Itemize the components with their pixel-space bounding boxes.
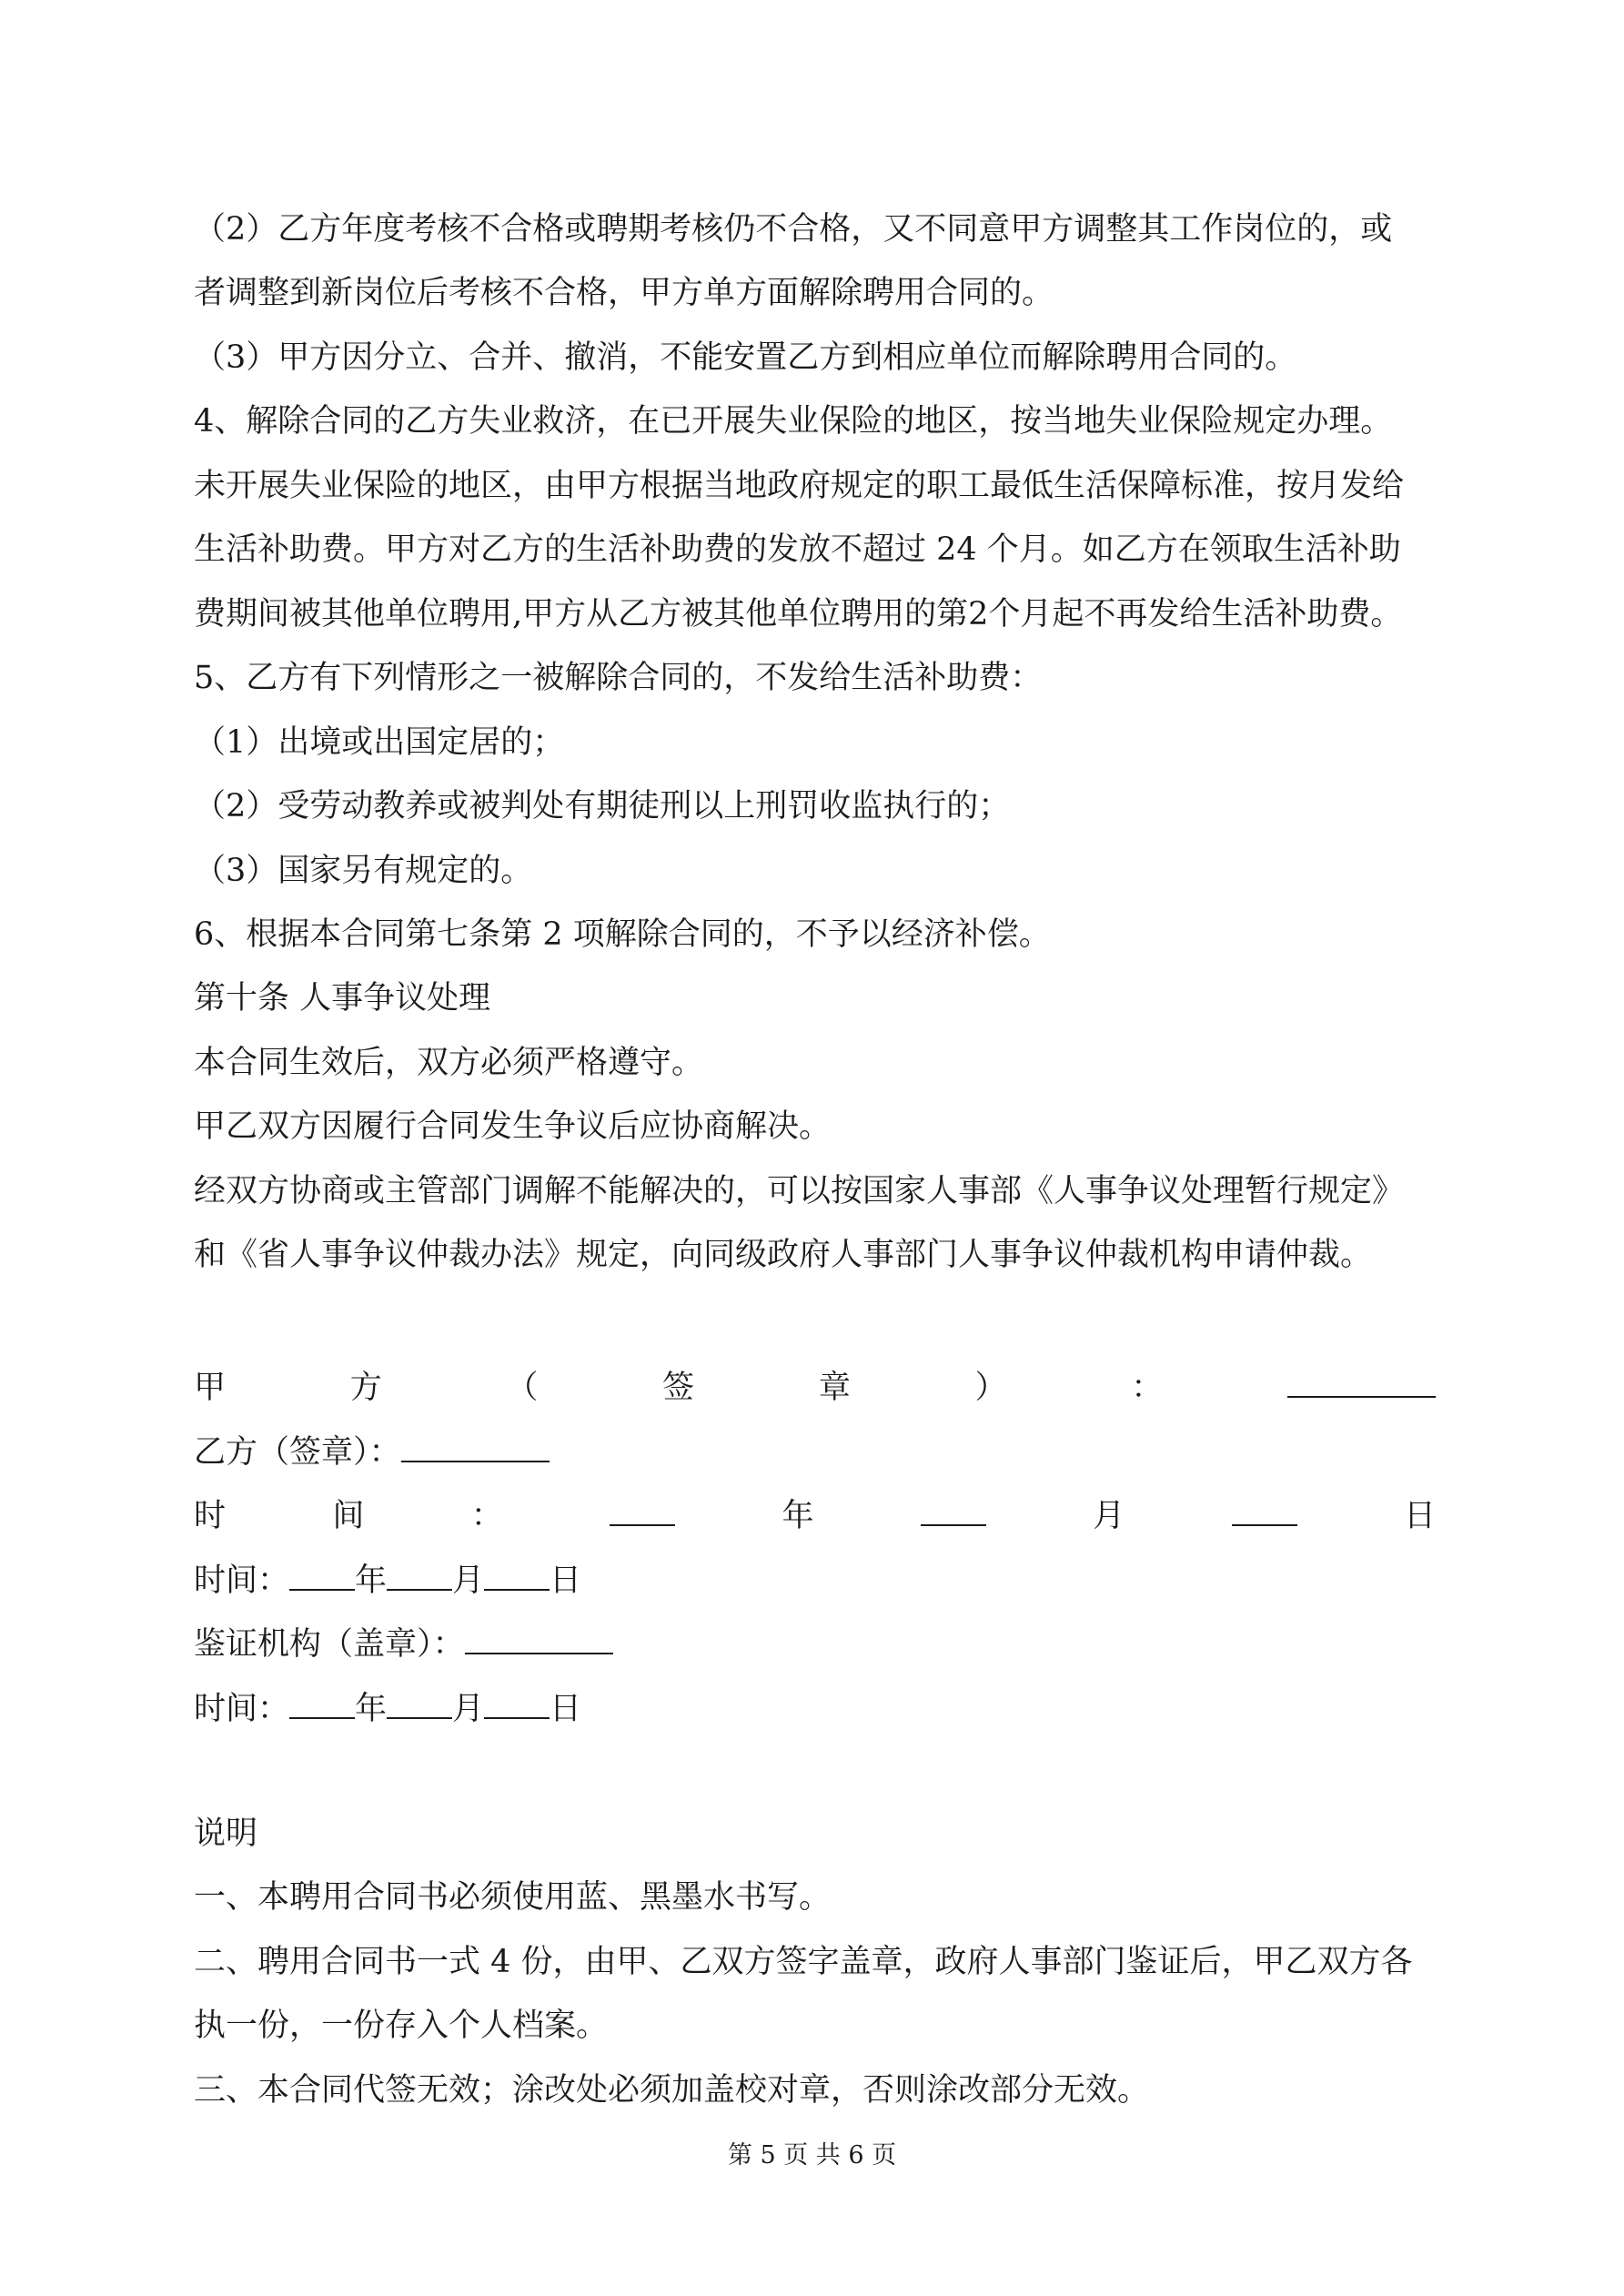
month-label: 月 <box>1093 1498 1125 1534</box>
party-b-signature-blank[interactable] <box>401 1428 550 1462</box>
month-label: 月 <box>452 1691 485 1727</box>
clause-text-line: （2）受劳动教养或被判处有期徒刑以上刑罚收监执行的； <box>194 788 1011 824</box>
clause-text-line: 甲乙双方因履行合同发生争议后应协商解决。 <box>194 1108 832 1145</box>
label-char: 方 <box>349 1370 382 1406</box>
note-item: 二、聘用合同书一式 4 份，由甲、乙双方签字盖章，政府人事部门鉴证后，甲乙双方各 <box>194 1944 1413 1980</box>
label-char: 间 <box>332 1498 365 1534</box>
month-blank[interactable] <box>387 1684 452 1719</box>
verification-date-line <box>194 1684 1436 1730</box>
year-blank[interactable] <box>289 1556 355 1591</box>
page-number: 第 5 页 共 6 页 <box>727 2141 897 2170</box>
day-label: 日 <box>550 1691 582 1727</box>
clause-text-line: 未开展失业保险的地区，由甲方根据当地政府规定的职工最低生活保障标准，按月发给 <box>194 468 1405 504</box>
verification-seal-line <box>194 1620 1436 1665</box>
day-label: 日 <box>550 1563 582 1599</box>
month-blank[interactable] <box>387 1556 452 1591</box>
label-char: ： <box>1131 1370 1164 1406</box>
party-b-label: 乙方（签章）： <box>194 1434 401 1471</box>
date-label: 时间： <box>194 1691 290 1727</box>
clause-text-line: 费期间被其他单位聘用,甲方从乙方被其他单位聘用的第2个月起不再发给生活补助费。 <box>194 596 1403 632</box>
date-label: 时间： <box>194 1563 290 1599</box>
day-blank[interactable] <box>484 1684 550 1719</box>
clause-text-line: 经双方协商或主管部门调解不能解决的，可以按国家人事部《人事争议处理暂行规定》 <box>194 1173 1405 1209</box>
label-char: ） <box>974 1370 1007 1406</box>
party-a-signature-blank[interactable] <box>1287 1363 1436 1398</box>
clause-text-line: 本合同生效后，双方必须严格遵守。 <box>194 1045 704 1081</box>
party-a-signature-line <box>194 1363 1436 1409</box>
day-label: 日 <box>1403 1498 1436 1534</box>
clause-text-line: 5、乙方有下列情形之一被解除合同的，不发给生活补助费： <box>194 660 1043 696</box>
year-label: 年 <box>355 1563 388 1599</box>
notes-title: 说明 <box>194 1816 258 1852</box>
year-label: 年 <box>355 1691 388 1727</box>
signing-date-line <box>194 1556 1436 1602</box>
note-item: 三、本合同代签无效；涂改处必须加盖校对章，否则涂改部分无效。 <box>194 2072 1150 2109</box>
verification-label: 鉴证机构（盖章）： <box>194 1626 465 1663</box>
verification-seal-blank[interactable] <box>465 1620 613 1654</box>
label-char: ： <box>470 1498 503 1534</box>
label-char: 章 <box>818 1370 851 1406</box>
clause-text-line: （3）甲方因分立、合并、撤消，不能安置乙方到相应单位而解除聘用合同的。 <box>194 339 1297 376</box>
label-char: 甲 <box>194 1370 227 1406</box>
note-item: 一、本聘用合同书必须使用蓝、黑墨水书写。 <box>194 1879 832 1916</box>
clause-text-line: （2）乙方年度考核不合格或聘期考核仍不合格，又不同意甲方调整其工作岗位的，或 <box>194 211 1393 248</box>
clause-text-line: （3）国家另有规定的。 <box>194 853 533 889</box>
clause-text-line: 6、根据本合同第七条第 2 项解除合同的，不予以经济补偿。 <box>194 916 1051 953</box>
day-blank[interactable] <box>484 1556 550 1591</box>
year-blank[interactable] <box>610 1492 675 1526</box>
clause-text-line: 生活补助费。甲方对乙方的生活补助费的发放不超过 24 个月。如乙方在领取生活补助 <box>194 531 1401 568</box>
clause-text-line: 和《省人事争议仲裁办法》规定，向同级政府人事部门人事争议仲裁机构申请仲裁。 <box>194 1237 1373 1273</box>
section-heading: 第十条 人事争议处理 <box>194 980 491 1017</box>
clause-text-line: 4、解除合同的乙方失业救济，在已开展失业保险的地区，按当地失业保险规定办理。 <box>194 403 1393 440</box>
year-label: 年 <box>782 1498 814 1534</box>
label-char: 签 <box>662 1370 695 1406</box>
party-b-signature-line <box>194 1428 1436 1473</box>
signing-date-line-wide <box>194 1492 1436 1537</box>
year-blank[interactable] <box>289 1684 355 1719</box>
day-blank[interactable] <box>1232 1492 1297 1526</box>
label-char: （ <box>506 1370 539 1406</box>
month-label: 月 <box>452 1563 485 1599</box>
note-item-continuation: 执一份，一份存入个人档案。 <box>194 2008 609 2044</box>
clause-text-line: 者调整到新岗位后考核不合格，甲方单方面解除聘用合同的。 <box>194 275 1054 311</box>
month-blank[interactable] <box>921 1492 986 1526</box>
clause-text-line: （1）出境或出国定居的； <box>194 724 565 761</box>
label-char: 时 <box>194 1498 227 1534</box>
